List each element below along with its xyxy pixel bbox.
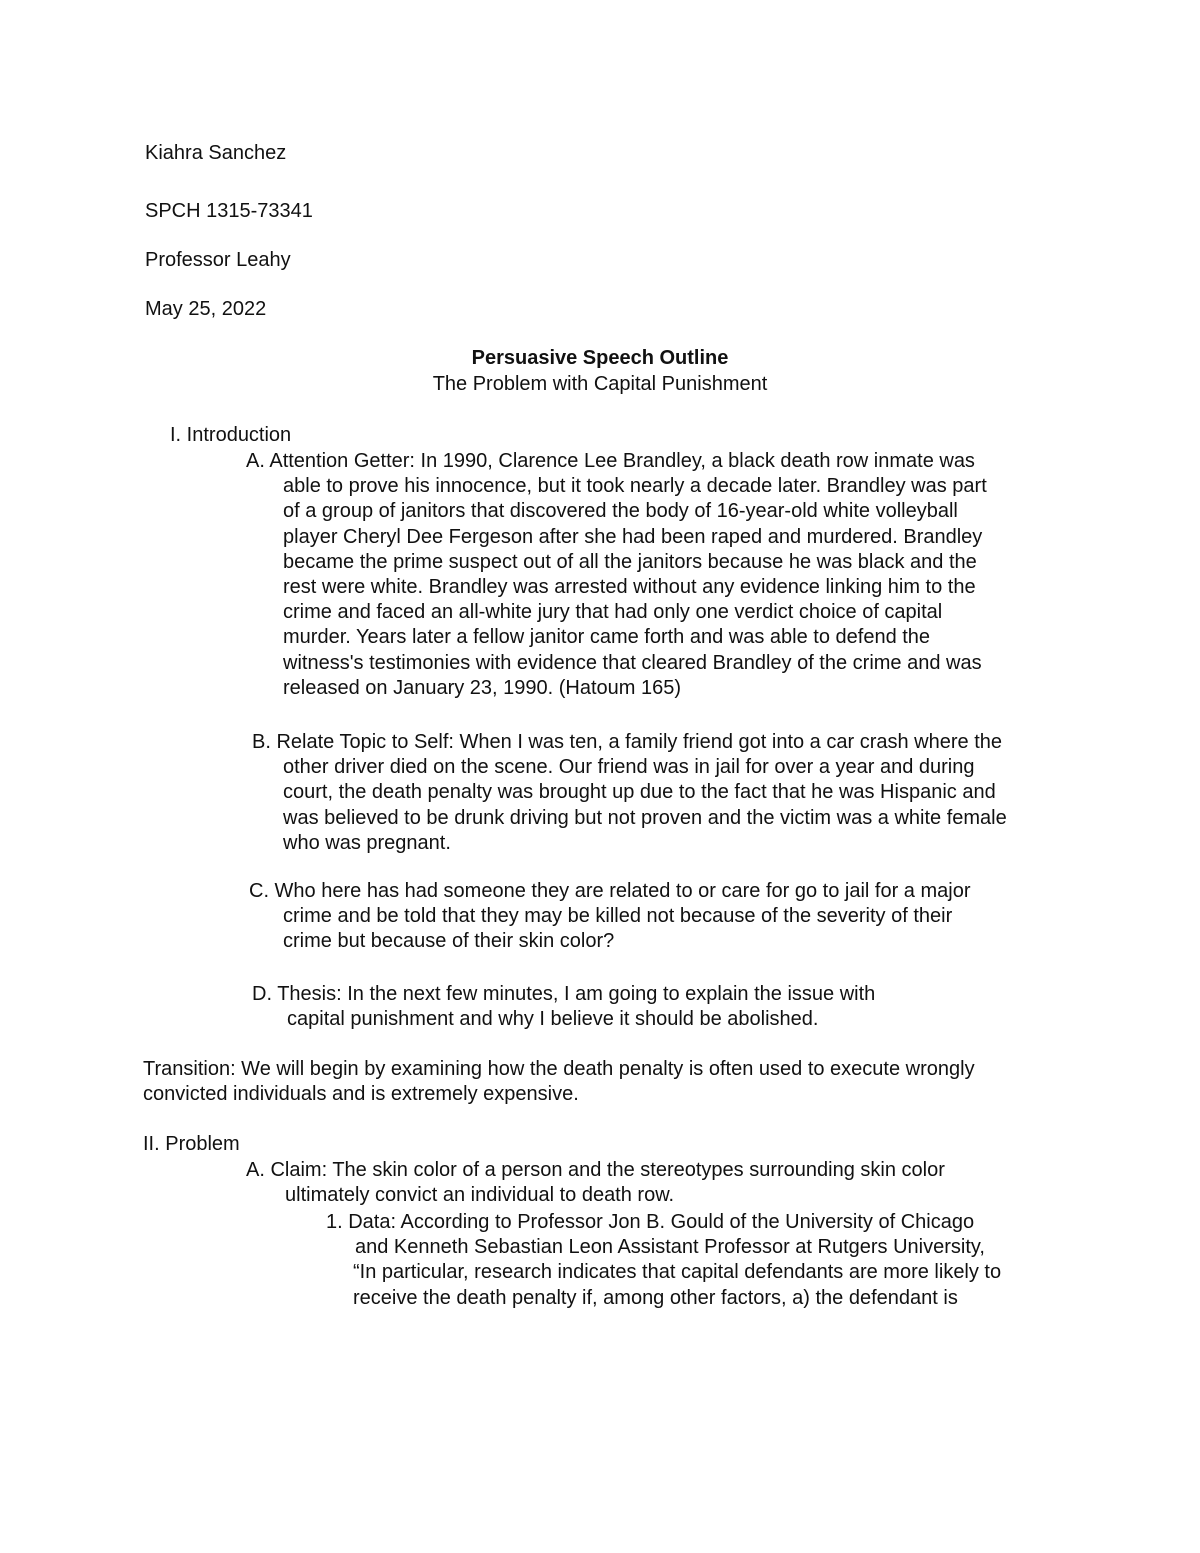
- text-line: player Cheryl Dee Fergeson after she had been raped and murdered. Brandley: [283, 525, 983, 548]
- text-line: of a group of janitors that discovered the body of 16-year-old white volleyball: [283, 500, 958, 523]
- text-line: witness's testimonies with evidence that cleared Brandley of the crime and was: [283, 651, 982, 674]
- section-heading-introduction: I. Introduction: [170, 424, 292, 446]
- text-line: murder. Years later a fellow janitor came forth and was able to defend the: [283, 626, 931, 649]
- section-heading-problem: II. Problem: [143, 1133, 240, 1155]
- text-line: other driver died on the scene. Our friend was in jail for over a year and during: [283, 756, 975, 779]
- text-line: became the prime suspect out of all the janitors because he was black and the: [283, 550, 977, 573]
- text-line: released on January 23, 1990. (Hatoum 165): [283, 676, 682, 699]
- outline-item-thesis: [252, 982, 875, 1032]
- professor-name: Professor Leahy: [145, 249, 291, 271]
- text-line: crime and faced an all-white jury that had only one verdict choice of capital: [283, 601, 943, 624]
- outline-item-attention-getter: [246, 449, 987, 701]
- text-line: and Kenneth Sebastian Leon Assistant Professor at Rutgers University,: [355, 1236, 985, 1259]
- text-line: crime and be told that they may be killed not because of the severity of their: [283, 905, 953, 928]
- document-date: May 25, 2022: [145, 298, 267, 320]
- document-subtitle: The Problem with Capital Punishment: [432, 373, 768, 395]
- text-line: rest were white. Brandley was arrested without any evidence linking him to the: [283, 576, 976, 599]
- text-line: was believed to be drunk driving but not proven and the victim was a white female: [283, 806, 1007, 829]
- text-line: receive the death penalty if, among other factors, a) the defendant is: [353, 1286, 958, 1309]
- text-line: 1. Data: According to Professor Jon B. Gould of the University of Chicago: [326, 1211, 975, 1233]
- text-line: who was pregnant.: [283, 831, 451, 854]
- transition-paragraph: [143, 1057, 975, 1107]
- text-line: Transition: We will begin by examining how the death penalty is often used to execute wrongly: [143, 1058, 975, 1080]
- course-code: SPCH 1315-73341: [145, 200, 313, 222]
- outline-item-relate-topic: [252, 730, 1007, 856]
- text-line: A. Attention Getter: In 1990, Clarence Lee Brandley, a black death row inmate was: [246, 450, 975, 472]
- author-name: Kiahra Sanchez: [145, 142, 287, 164]
- text-line: B. Relate Topic to Self: When I was ten, a family friend got into a car crash where the: [252, 731, 1002, 753]
- text-line: convicted individuals and is extremely expensive.: [143, 1083, 579, 1106]
- outline-item-question: [249, 879, 970, 955]
- text-line: D. Thesis: In the next few minutes, I am going to explain the issue with: [252, 983, 876, 1005]
- text-line: able to prove his innocence, but it took nearly a decade later. Brandley was part: [283, 475, 987, 498]
- text-line: C. Who here has had someone they are related to or care for go to jail for a major: [249, 880, 971, 902]
- outline-subitem-data: [326, 1210, 1001, 1311]
- text-line: ultimately convict an individual to death row.: [285, 1184, 675, 1207]
- text-line: capital punishment and why I believe it should be abolished.: [287, 1008, 819, 1031]
- text-line: court, the death penalty was brought up due to the fact that he was Hispanic and: [283, 781, 996, 804]
- outline-item-claim: [246, 1158, 945, 1208]
- text-line: “In particular, research indicates that capital defendants are more likely to: [353, 1261, 1002, 1284]
- document-title: Persuasive Speech Outline: [471, 347, 729, 369]
- text-line: A. Claim: The skin color of a person and the stereotypes surrounding skin color: [246, 1159, 945, 1181]
- text-line: crime but because of their skin color?: [283, 930, 615, 953]
